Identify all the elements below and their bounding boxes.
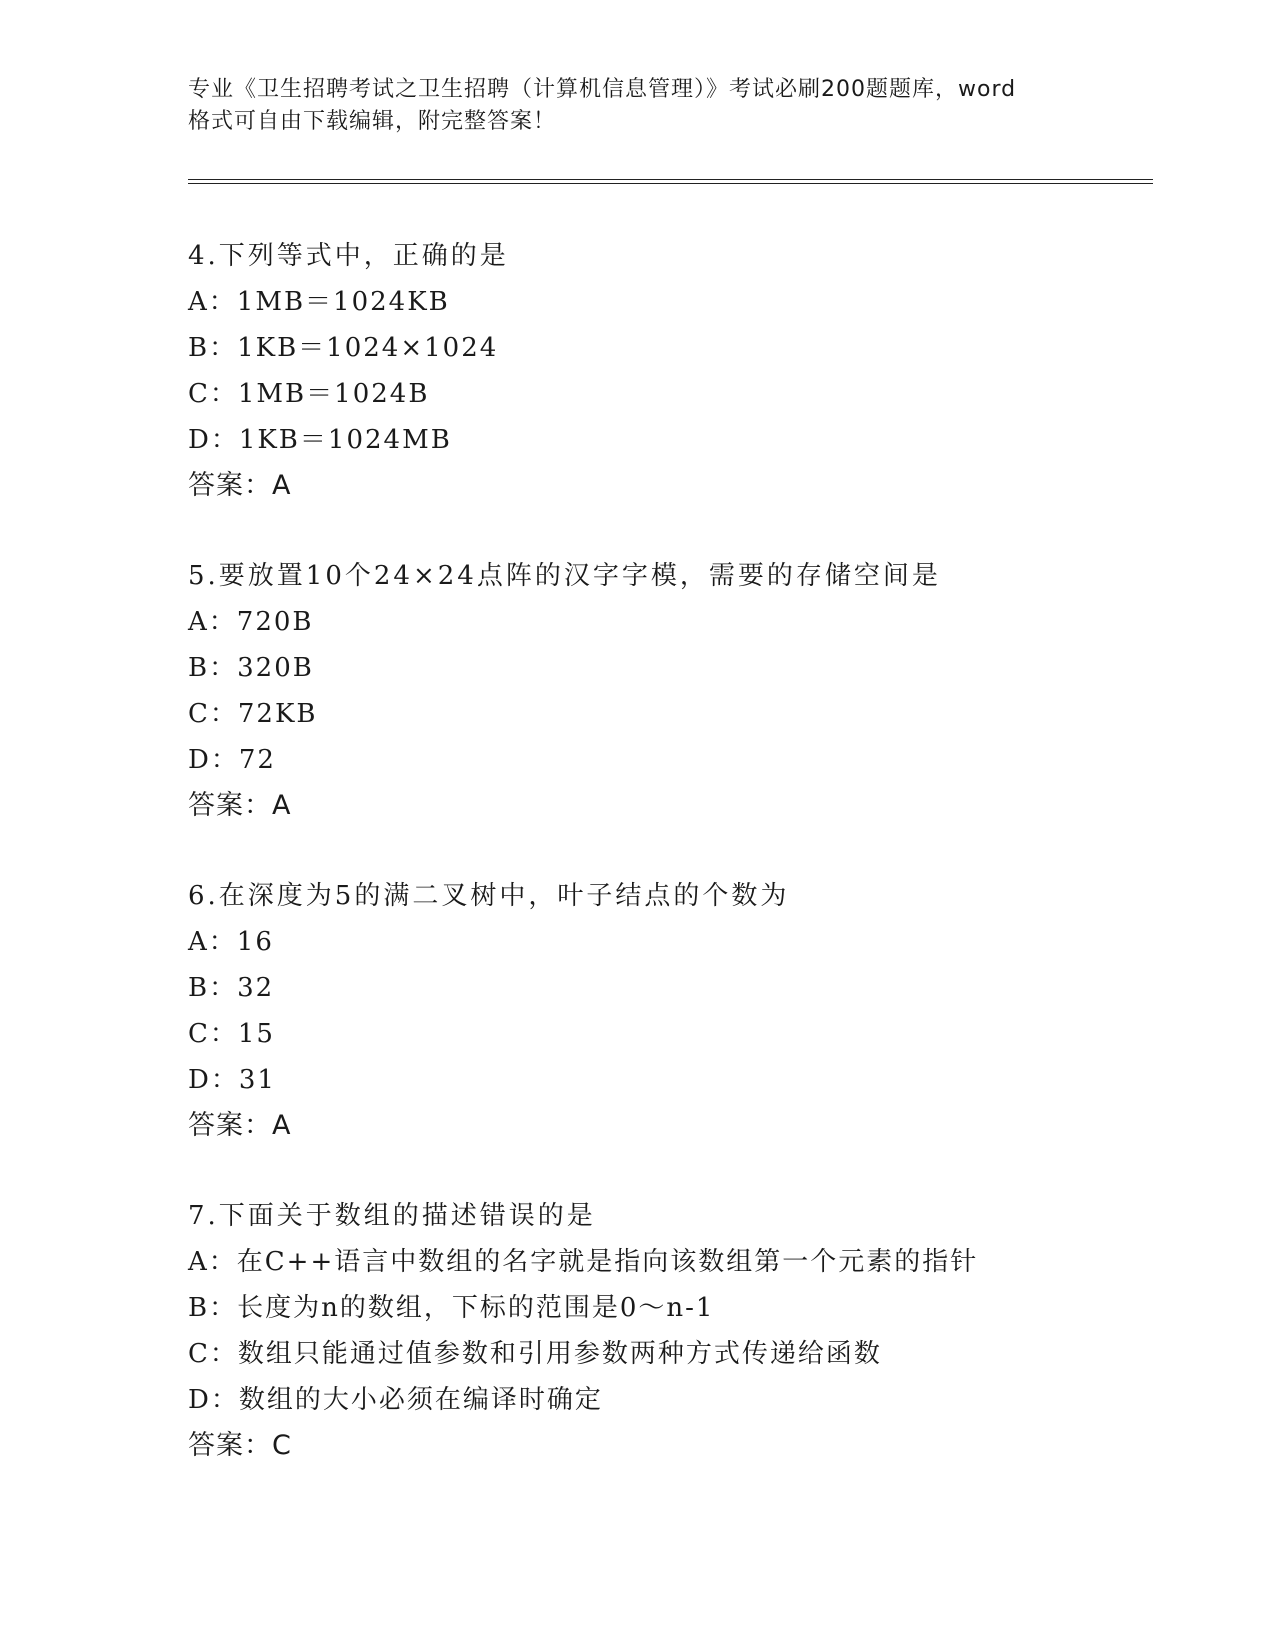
option-b: B：32 <box>188 973 275 1003</box>
answer: 答案：C <box>188 1430 292 1461</box>
option-c: C：数组只能通过值参数和引用参数两种方式传递给函数 <box>188 1339 882 1369</box>
question-4 <box>188 233 1148 509</box>
question-6 <box>188 873 1148 1149</box>
header-line-1: 专业《卫生招聘考试之卫生招聘（计算机信息管理）》考试必刷200题题库，word <box>188 77 1017 102</box>
option-a: A：在C++语言中数组的名字就是指向该数组第一个元素的指针 <box>188 1247 979 1277</box>
option-c: C：72KB <box>188 699 318 729</box>
document-header <box>188 74 1088 138</box>
option-b: B：320B <box>188 653 314 683</box>
option-d: D：31 <box>188 1065 276 1095</box>
header-line-2: 格式可自由下载编辑，附完整答案！ <box>188 109 557 134</box>
question-title: 4.下列等式中，正确的是 <box>188 241 509 271</box>
answer: 答案：A <box>188 470 292 501</box>
question-7 <box>188 1193 1148 1469</box>
question-5 <box>188 553 1148 829</box>
option-d: D：1KB＝1024MB <box>188 425 452 455</box>
answer: 答案：A <box>188 1110 292 1141</box>
option-c: C：1MB＝1024B <box>188 379 430 409</box>
question-title: 7.下面关于数组的描述错误的是 <box>188 1201 596 1231</box>
option-c: C：15 <box>188 1019 275 1049</box>
answer: 答案：A <box>188 790 292 821</box>
option-b: B：1KB＝1024×1024 <box>188 333 499 363</box>
option-a: A：1MB＝1024KB <box>188 287 450 317</box>
option-a: A：16 <box>188 927 274 957</box>
header-divider-bottom <box>188 183 1153 184</box>
question-title: 6.在深度为5的满二叉树中，叶子结点的个数为 <box>188 881 790 911</box>
option-d: D：数组的大小必须在编译时确定 <box>188 1385 603 1415</box>
header-divider-top <box>188 179 1153 180</box>
option-b: B：长度为n的数组，下标的范围是0～n-1 <box>188 1293 715 1323</box>
option-d: D：72 <box>188 745 276 775</box>
option-a: A：720B <box>188 607 314 637</box>
question-title: 5.要放置10个24×24点阵的汉字字模，需要的存储空间是 <box>188 561 941 591</box>
